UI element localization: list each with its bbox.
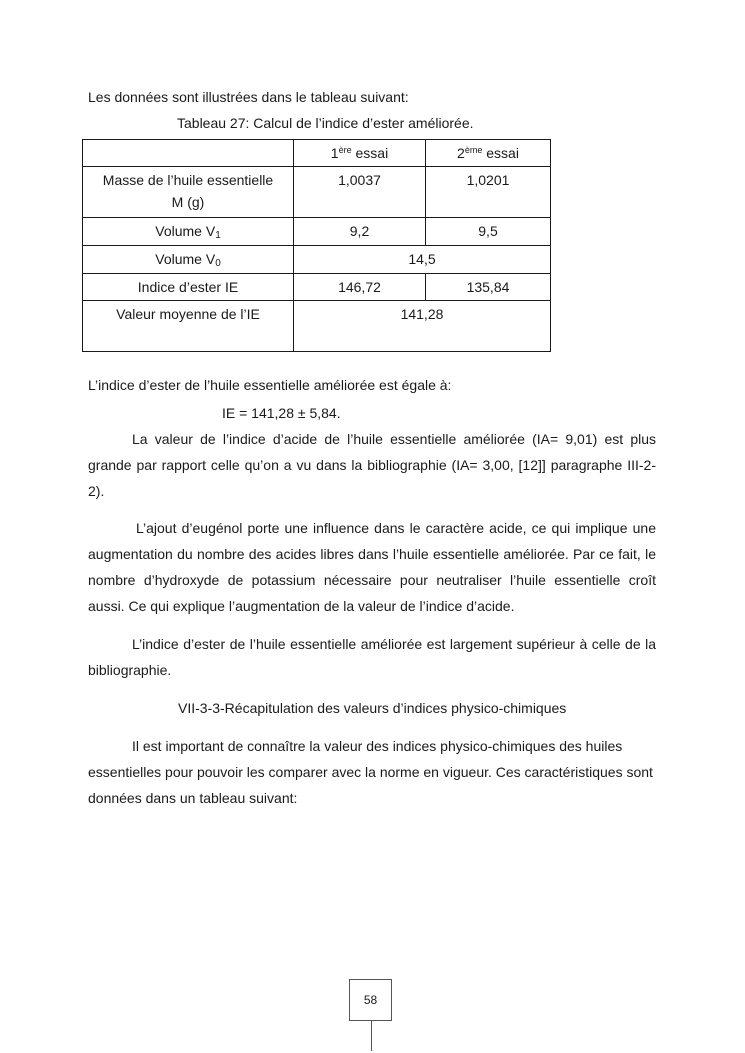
volume-v0-label	[83, 246, 294, 274]
table-row-mass	[83, 167, 551, 218]
ester-index-value-1: 146,72	[294, 274, 426, 301]
paragraph-acid-index	[88, 426, 656, 504]
ester-index-value-2: 135,84	[426, 274, 551, 301]
volume-v1-value-1: 9,2	[294, 218, 426, 246]
header-trial-2	[426, 140, 551, 167]
result-intro-text: L’indice d’ester de l’huile essentielle améliorée est égale à:	[88, 377, 452, 393]
ester-index-table	[82, 139, 551, 352]
header-trial-1-sup: ère	[338, 145, 352, 155]
mass-label-line2: M (g)	[171, 194, 205, 210]
mass-label-line1: Masse de l’huile essentielle	[102, 172, 274, 188]
ester-index-label: Indice d’ester IE	[83, 274, 294, 301]
mass-value-1: 1,0037	[294, 167, 426, 218]
result-equation: IE = 141,28 ± 5,84.	[222, 405, 341, 421]
paragraph-summary	[88, 733, 656, 811]
volume-v1-label-sub: 1	[215, 230, 221, 241]
table-caption: Tableau 27: Calcul de l’indice d’ester améliorée.	[177, 115, 474, 131]
volume-v1-label-text: Volume V	[155, 223, 216, 239]
paragraph-acid-index-text: La valeur de l’indice d’acide de l’huile essentielle améliorée (IA= 9,01) est plus grande par rapport celle qu’on a vu dans la bibliographie (IA= 3,00, [12]] paragraphe III-2-2).	[88, 431, 656, 499]
header-empty-cell	[83, 140, 294, 167]
header-trial-2-sup: ème	[464, 145, 483, 155]
page-number: 58	[363, 993, 378, 1007]
table-row-ester-index	[83, 274, 551, 301]
paragraph-ester-comparison	[88, 631, 656, 683]
paragraph-eugenol	[88, 515, 656, 619]
volume-v0-label-text: Volume V	[155, 251, 216, 267]
header-trial-1	[294, 140, 426, 167]
section-title: VII-3-3-Récapitulation des valeurs d’indices physico-chimiques	[178, 700, 567, 716]
mean-label: Valeur moyenne de l’IE	[83, 301, 294, 352]
volume-v0-label-sub: 0	[215, 258, 221, 269]
paragraph-summary-text: Il est important de connaître la valeur des indices physico-chimiques des huiles essentielles pour pouvoir les comparer avec la norme en vigueur. Ces caractéristiques sont données dans un tableau suivant:	[88, 738, 653, 806]
table-row-volume-v0	[83, 246, 551, 274]
mean-value: 141,28	[294, 301, 551, 352]
header-trial-1-num: 1	[330, 145, 339, 161]
header-trial-2-num: 2	[457, 145, 465, 161]
table-row-mean	[83, 301, 551, 352]
paragraph-ester-comparison-text: L’indice d’ester de l’huile essentielle améliorée est largement supérieur à celle de la bibliographie.	[88, 636, 656, 678]
header-trial-1-word: essai	[351, 145, 389, 161]
table-row-volume-v1	[83, 218, 551, 246]
intro-text: Les données sont illustrées dans le tableau suivant:	[88, 89, 409, 105]
page-number-box	[349, 979, 392, 1021]
page-number-line	[371, 1021, 372, 1051]
table-header-row	[83, 140, 551, 167]
header-trial-2-word: essai	[482, 145, 519, 161]
mass-label	[83, 167, 294, 218]
mass-value-2: 1,0201	[426, 167, 551, 218]
paragraph-eugenol-text: L’ajout d’eugénol porte une influence dans le caractère acide, ce qui implique une augmentation du nombre des acides libres dans l’huile essentielle améliorée. Par ce fait, le nombre d’hydroxyde de potassium nécessaire pour neutraliser l’huile essentielle croît aussi. Ce qui explique l’augmentation de la valeur de l’indice d’acide.	[88, 520, 656, 614]
volume-v1-label	[83, 218, 294, 246]
volume-v1-value-2: 9,5	[426, 218, 551, 246]
volume-v0-value: 14,5	[294, 246, 551, 274]
